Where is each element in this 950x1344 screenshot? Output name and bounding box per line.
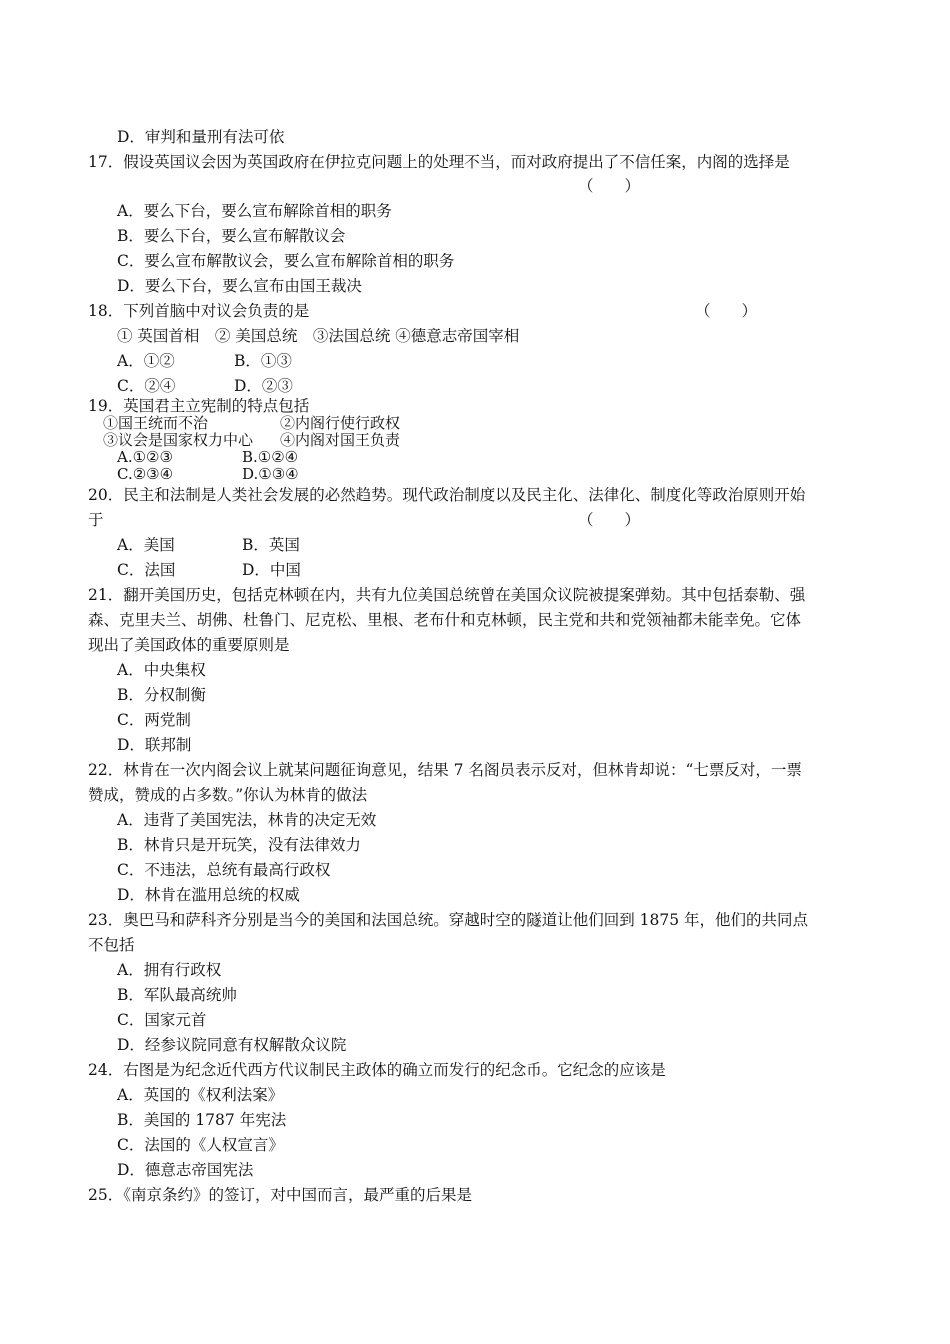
q22-option-a: A．违背了美国宪法，林肯的决定无效: [117, 811, 377, 829]
q21-stem-line-1: 21．翻开美国历史，包括克林顿在内，共有九位美国总统曾在美国众议院被提案弹劾。其中包括泰勒、强: [88, 586, 806, 604]
q18-option-d: D．②③: [234, 377, 293, 395]
q21-option-d: D．联邦制: [117, 736, 192, 754]
q23-option-c: C．国家元首: [117, 1011, 207, 1029]
q23-option-b: B．军队最高统帅: [117, 986, 237, 1004]
q20-stem-line-2: 于: [88, 511, 104, 529]
q19-option-b: B.①②④: [242, 448, 299, 466]
q19-option-a: A.①②③: [117, 448, 173, 466]
q20-option-d: D．中国: [242, 561, 301, 579]
q22-option-b: B．林肯只是开玩笑，没有法律效力: [117, 836, 361, 854]
q16-option-d: D．审判和量刑有法可依: [117, 128, 285, 146]
q20-answer-blank: （ ）: [578, 511, 641, 529]
q19-item-3: ③议会是国家权力中心: [103, 431, 254, 449]
q23-option-a: A．拥有行政权: [117, 961, 222, 979]
q24-option-c: C．法国的《人权宣言》: [117, 1136, 284, 1154]
q22-option-c: C．不违法，总统有最高行政权: [117, 861, 331, 879]
q23-option-d: D．经参议院同意有权解散众议院: [117, 1036, 347, 1054]
q21-stem-line-2: 森、克里夫兰、胡佛、杜鲁门、尼克松、里根、老布什和克林顿，民主党和共和党领袖都未能幸免。它体: [88, 611, 802, 629]
q24-option-b: B．美国的 1787 年宪法: [117, 1111, 287, 1129]
q21-option-b: B．分权制衡: [117, 686, 206, 704]
q18-stem: 18．下列首脑中对议会负责的是: [88, 302, 310, 320]
q18-items: ① 英国首相 ② 美国总统 ③法国总统 ④德意志帝国宰相: [117, 327, 520, 345]
q17-answer-blank: （ ）: [578, 177, 641, 195]
q22-stem-line-2: 赞成，赞成的占多数。”你认为林肯的做法: [88, 786, 368, 804]
q21-option-a: A．中央集权: [117, 661, 206, 679]
q19-option-d: D.①③④: [242, 465, 299, 483]
q18-option-c: C．②④: [117, 377, 176, 395]
q24-stem: 24．右图是为纪念近代西方代议制民主政体的确立而发行的纪念币。它纪念的应该是: [88, 1061, 666, 1079]
q20-stem-line-1: 20．民主和法制是人类社会发展的必然趋势。现代政治制度以及民主化、法律化、制度化等政治原则开始: [88, 486, 806, 504]
q19-option-c: C.②③④: [117, 465, 174, 483]
q20-option-b: B．英国: [242, 536, 300, 554]
q19-item-4: ④内阁对国王负责: [280, 431, 401, 449]
q24-option-a: A．英国的《权利法案》: [117, 1086, 284, 1104]
q21-stem-line-3: 现出了美国政体的重要原则是: [88, 636, 290, 654]
q18-option-a: A．①②: [117, 352, 175, 370]
q19-item-2: ②内阁行使行政权: [280, 414, 401, 432]
q17-option-d: D．要么下台，要么宣布由国王裁决: [117, 277, 362, 295]
q21-option-c: C．两党制: [117, 711, 191, 729]
q18-answer-blank: （ ）: [695, 302, 758, 320]
q23-stem-line-1: 23．奥巴马和萨科齐分别是当今的美国和法国总统。穿越时空的隧道让他们回到 1875 年，他们的共同点: [88, 911, 809, 929]
q20-option-c: C．法国: [117, 561, 176, 579]
q17-option-c: C．要么宣布解散议会，要么宣布解除首相的职务: [117, 252, 455, 270]
q23-stem-line-2: 不包括: [88, 936, 135, 954]
q18-option-b: B．①③: [234, 352, 292, 370]
q22-stem-line-1: 22．林肯在一次内阁会议上就某问题征询意见，结果 7 名阁员表示反对，但林肯却说：“七票反对，一票: [88, 761, 802, 779]
q17-stem: 17．假设英国议会因为英国政府在伊拉克问题上的处理不当，而对政府提出了不信任案，内阁的选择是: [88, 153, 790, 171]
q19-item-1: ①国王统而不治: [103, 414, 209, 432]
q22-option-d: D．林肯在滥用总统的权威: [117, 886, 300, 904]
q17-option-b: B．要么下台，要么宣布解散议会: [117, 227, 346, 245]
q19-stem: 19．英国君主立宪制的特点包括: [88, 397, 310, 415]
q17-option-a: A．要么下台，要么宣布解除首相的职务: [117, 202, 392, 220]
q24-option-d: D．德意志帝国宪法: [117, 1161, 254, 1179]
q20-option-a: A．美国: [117, 536, 175, 554]
q25-stem: 25．《南京条约》的签订，对中国而言，最严重的后果是: [88, 1186, 472, 1204]
